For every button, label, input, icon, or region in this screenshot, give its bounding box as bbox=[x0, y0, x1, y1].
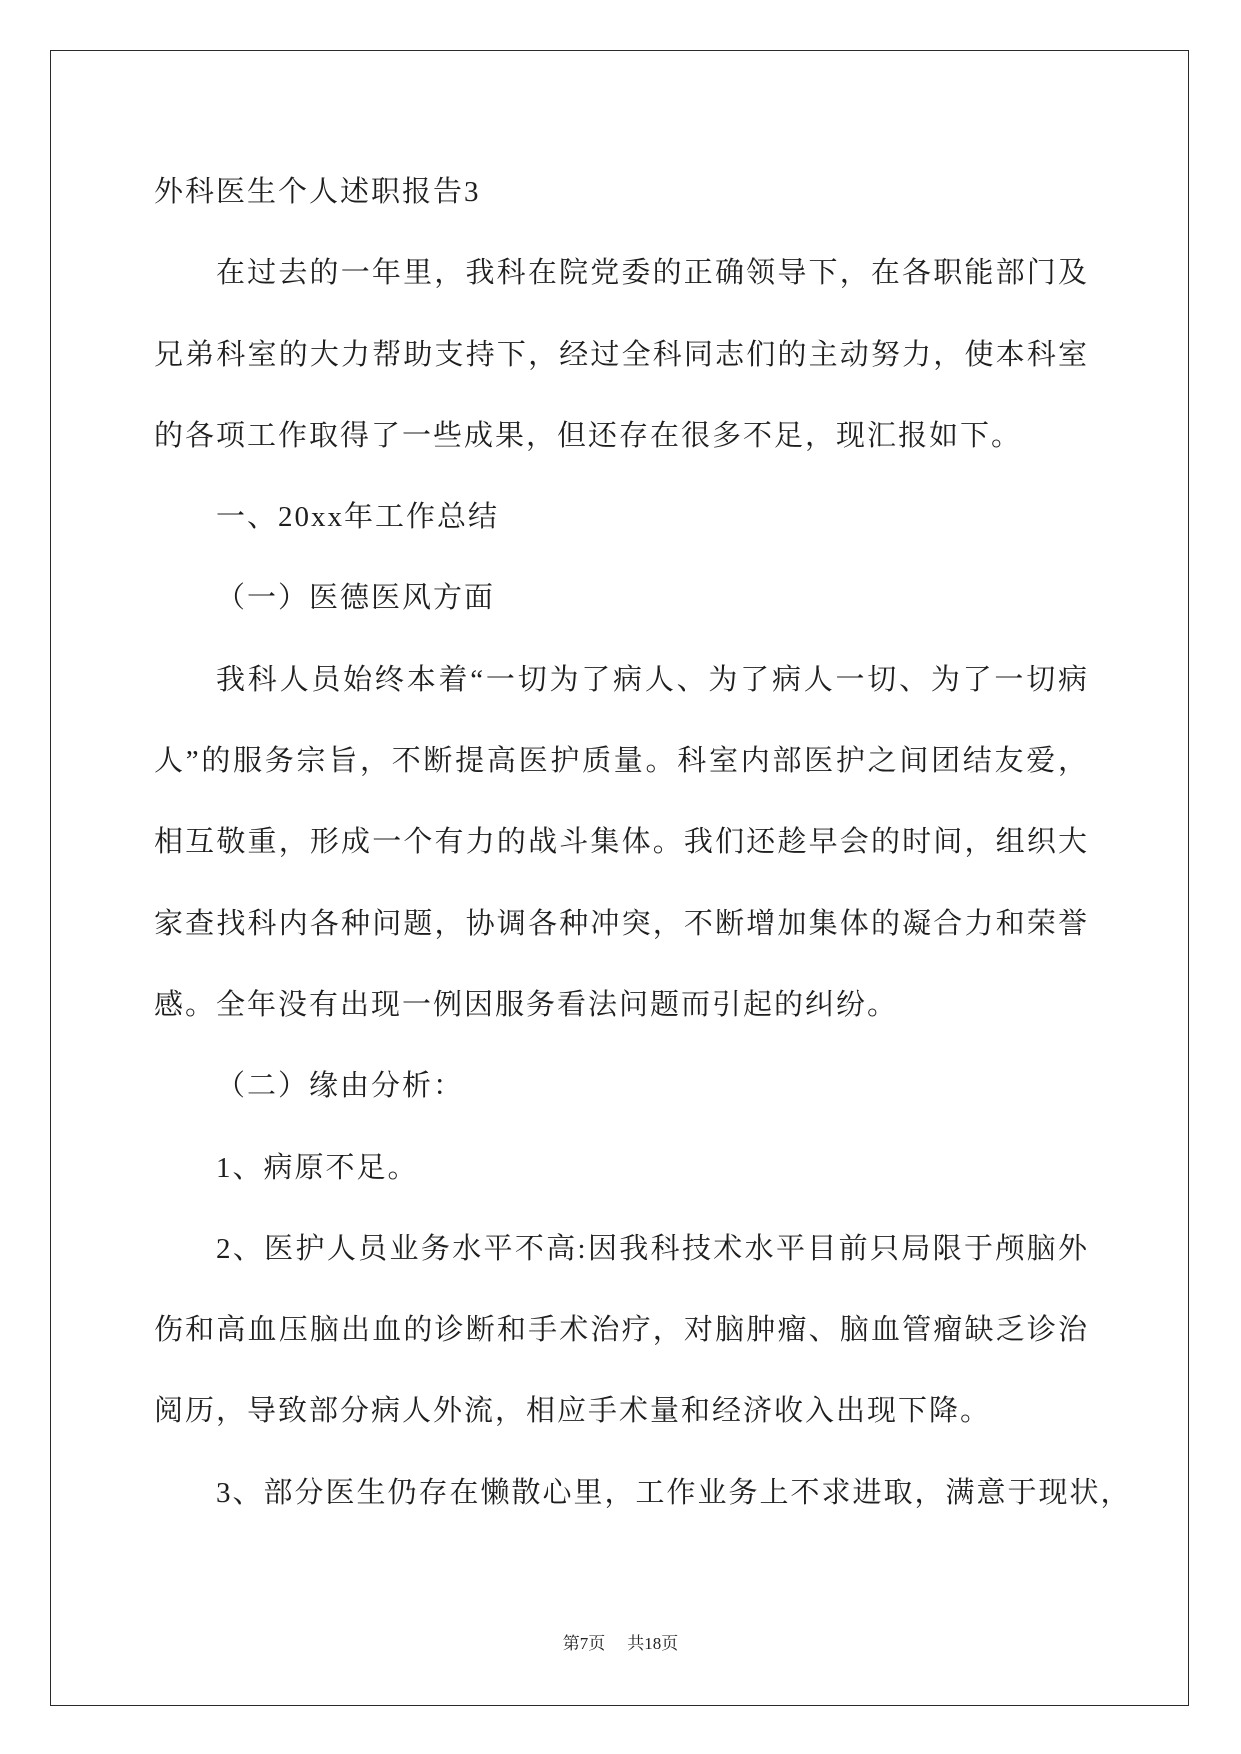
paragraph-line: 家查找科内各种问题，协调各种冲突，不断增加集体的凝合力和荣誉 bbox=[154, 907, 1089, 940]
paragraph-line: 在过去的一年里，我科在院党委的正确领导下，在各职能部门及 bbox=[216, 257, 1089, 290]
paragraph-line: 一、20xx年工作总结 bbox=[216, 501, 500, 534]
paragraph bbox=[154, 558, 1089, 639]
paragraph bbox=[154, 1046, 1089, 1127]
paragraph-line: 的各项工作取得了一些成果，但还存在很多不足，现汇报如下。 bbox=[154, 419, 1023, 452]
page-total: 共18页 bbox=[627, 1634, 679, 1653]
paragraph bbox=[154, 1209, 1089, 1453]
paragraph-line: 1、病原不足。 bbox=[216, 1151, 419, 1184]
page-number: 第7页 bbox=[562, 1634, 606, 1653]
paragraph bbox=[154, 233, 1089, 477]
paragraph-line: （二）缘由分析： bbox=[216, 1070, 465, 1103]
paragraph-line: （一）医德医风方面 bbox=[216, 582, 496, 615]
page-footer bbox=[0, 1630, 1241, 1658]
paragraph-line: 兄弟科室的大力帮助支持下，经过全科同志们的主动努力，使本科室 bbox=[154, 338, 1089, 371]
paragraph-line: 相互敬重，形成一个有力的战斗集体。我们还趁早会的时间，组织大 bbox=[154, 826, 1089, 859]
paragraph-line: 2、医护人员业务水平不高:因我科技术水平目前只局限于颅脑外 bbox=[216, 1232, 1089, 1265]
paragraph-line: 3、部分医生仍存在懒散心里，工作业务上不求进取，满意于现状， bbox=[216, 1476, 1132, 1509]
paragraph-line: 感。全年没有出现一例因服务看法问题而引起的纠纷。 bbox=[154, 988, 899, 1021]
paragraph bbox=[154, 1128, 1089, 1209]
paragraph bbox=[154, 640, 1089, 1046]
paragraph-line: 阅历，导致部分病人外流，相应手术量和经济收入出现下降。 bbox=[154, 1395, 992, 1428]
paragraph-line: 人”的服务宗旨，不断提高医护质量。科室内部医护之间团结友爱， bbox=[154, 745, 1089, 778]
paragraph-line: 我科人员始终本着“一切为了病人、为了病人一切、为了一切病 bbox=[216, 663, 1089, 696]
paragraph bbox=[154, 477, 1089, 558]
paragraph-line: 伤和高血压脑出血的诊断和手术治疗，对脑肿瘤、脑血管瘤缺乏诊治 bbox=[154, 1314, 1089, 1347]
document-title: 外科医生个人述职报告3 bbox=[154, 176, 481, 208]
paragraph bbox=[154, 1453, 1132, 1534]
document-body bbox=[154, 152, 1132, 1534]
